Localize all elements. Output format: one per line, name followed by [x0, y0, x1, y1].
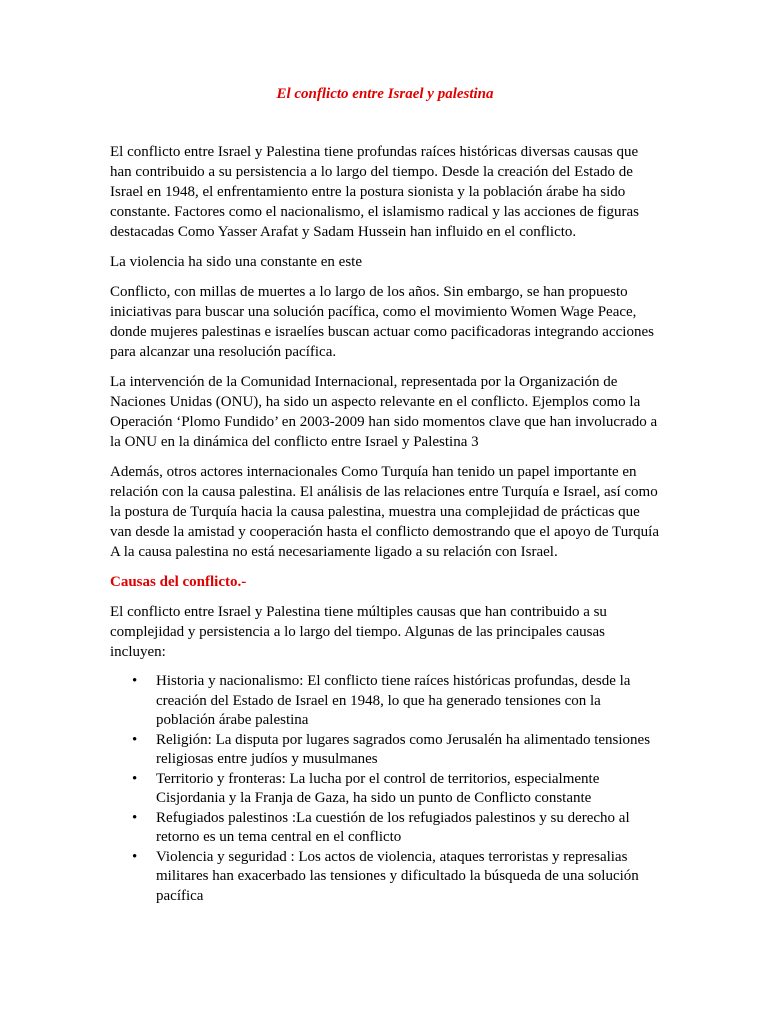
document-title: El conflicto entre Israel y palestina: [276, 86, 494, 102]
list-item-text: Religión: La disputa por lugares sagrados como Jerusalén ha alimentado tensiones religiosas entre judíos y musulmanes: [156, 731, 651, 767]
paragraph-violence: La violencia ha sido una constante en este: [110, 254, 362, 270]
list-item: [132, 770, 660, 809]
bullet-icon: •: [132, 848, 138, 865]
list-item: [132, 848, 660, 907]
bullet-icon: •: [132, 673, 138, 689]
paragraph-causes-intro: El conflicto entre Israel y Palestina tiene múltiples causas que han contribuido a su complejidad y persistencia a lo largo del tiempo. Algunas de las principales causas incluyen:: [110, 604, 607, 660]
list-item-text: Historia y nacionalismo: El conflicto tiene raíces históricas profundas, desde la creación del Estado de Israel en 1948, lo que ha generado tensiones con la población árabe palestina: [156, 673, 631, 728]
list-item-text: Territorio y fronteras: La lucha por el control de territorios, especialmente Cisjordania y la Franja de Gaza, ha sido un punto de Conflicto constante: [156, 770, 600, 806]
bullet-icon: •: [132, 731, 138, 748]
list-item: [132, 809, 660, 848]
causes-list: [110, 672, 660, 906]
paragraph-intro: El conflicto entre Israel y Palestina tiene profundas raíces históricas diversas causas que han contribuido a su persistencia a lo largo del tiempo. Desde la creación del Estado de Israel en 1948, el enfrentamiento entre la postura sionista y la población árabe ha sido constante. Factores como el nacionalismo, el islamismo radical y las acciones de figuras destacadas Como Yasser Arafat y Sadam Hussein han influido en el conflicto.: [110, 144, 639, 240]
document-body: [110, 142, 660, 906]
list-item: [132, 731, 660, 770]
list-item: [132, 672, 660, 731]
paragraph-peace-initiatives: Conflicto, con millas de muertes a lo largo de los años. Sin embargo, se han propuesto iniciativas para buscar una solución pacífica, como el movimiento Women Wage Peace, donde mujeres palestinas e israelíes buscan actuar como pacificadoras integrando acciones para alcanzar una resolución pacífica.: [110, 284, 654, 360]
bullet-icon: •: [132, 770, 138, 787]
bullet-icon: •: [132, 809, 138, 826]
paragraph-international-community: La intervención de la Comunidad Internacional, representada por la Organización de Naciones Unidas (ONU), ha sido un aspecto relevante en el conflicto. Ejemplos como la Operación ‘Plomo Fundido’ en 2003-2009 han sido momentos clave que han involucrado a la ONU en la dinámica del conflicto entre Israel y Palestina 3: [110, 374, 658, 450]
list-item-text: Violencia y seguridad : Los actos de violencia, ataques terroristas y represalias militares han exacerbado las tensiones y dificultado la búsqueda de una solución pacífica: [156, 848, 639, 904]
paragraph-turkey: Además, otros actores internacionales Como Turquía han tenido un papel importante en relación con la causa palestina. El análisis de las relaciones entre Turquía e Israel, así como la postura de Turquía hacia la causa palestina, muestra una complejidad de prácticas que van desde la amistad y cooperación hasta el conflicto demostrando que el apoyo de Turquía A la causa palestina no está necesariamente ligado a su relación con Israel.: [110, 464, 660, 560]
section-heading-causes: Causas del conflicto.-: [110, 574, 247, 590]
list-item-text: Refugiados palestinos :La cuestión de los refugiados palestinos y su derecho al retorno es un tema central en el conflicto: [156, 809, 630, 845]
